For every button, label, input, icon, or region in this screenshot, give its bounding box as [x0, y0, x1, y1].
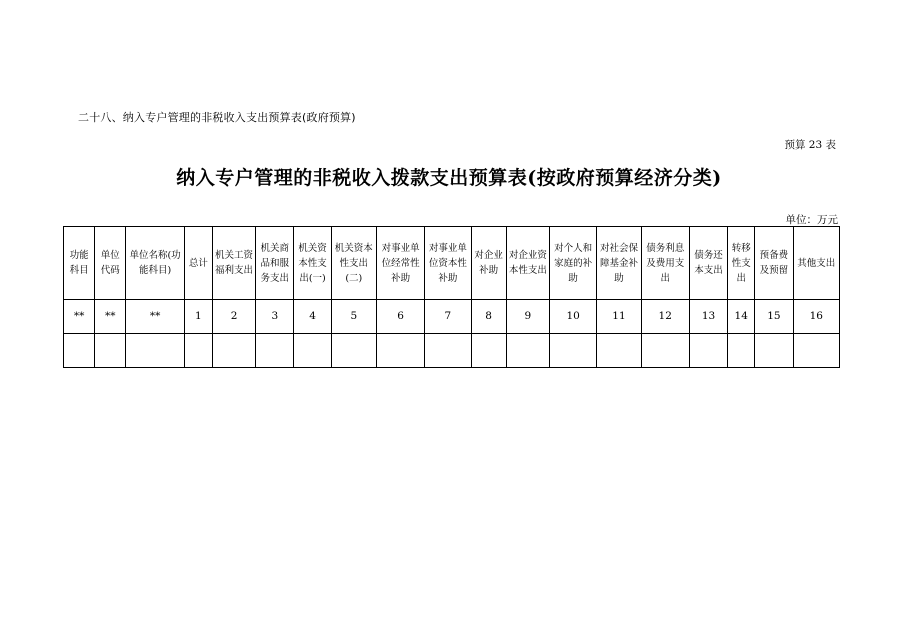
table-cell — [126, 334, 184, 368]
table-cell — [550, 334, 597, 368]
table-cell — [256, 334, 294, 368]
table-cell — [641, 334, 689, 368]
header-cell: 总计 — [184, 227, 212, 300]
table-cell: 3 — [256, 300, 294, 334]
table-cell: 1 — [184, 300, 212, 334]
header-cell: 机关资本性支出(二) — [331, 227, 376, 300]
header-cell: 对企业补助 — [471, 227, 506, 300]
table-cell — [64, 334, 95, 368]
table-cell — [689, 334, 727, 368]
header-cell: 对事业单位资本性补助 — [425, 227, 471, 300]
table-row — [64, 334, 840, 368]
table-cell — [471, 334, 506, 368]
section-title: 二十八、纳入专户管理的非税收入支出预算表(政府预算) — [78, 111, 356, 124]
table-cell: 12 — [641, 300, 689, 334]
table-cell: 16 — [793, 300, 839, 334]
form-number: 预算 23 表 — [784, 139, 836, 151]
header-row — [64, 227, 840, 300]
table-cell: 5 — [331, 300, 376, 334]
table-cell — [425, 334, 471, 368]
table-cell: 4 — [294, 300, 331, 334]
table-cell: 2 — [212, 300, 255, 334]
header-cell: 机关工资福利支出 — [212, 227, 255, 300]
table-cell — [755, 334, 793, 368]
table-cell — [728, 334, 755, 368]
table-cell: 9 — [506, 300, 549, 334]
header-cell: 转移性支出 — [728, 227, 755, 300]
table-cell: 7 — [425, 300, 471, 334]
table-cell: ** — [126, 300, 184, 334]
table-cell: 14 — [728, 300, 755, 334]
header-cell: 债务利息及费用支出 — [641, 227, 689, 300]
table-cell: 13 — [689, 300, 727, 334]
table-cell — [597, 334, 641, 368]
table-cell — [376, 334, 424, 368]
table-cell — [793, 334, 839, 368]
table-cell: ** — [64, 300, 95, 334]
table-cell — [184, 334, 212, 368]
table-cell — [294, 334, 331, 368]
table-cell: 6 — [376, 300, 424, 334]
header-cell: 机关资本性支出(一) — [294, 227, 331, 300]
header-cell: 功能科目 — [64, 227, 95, 300]
table-cell: 11 — [597, 300, 641, 334]
unit-label: 单位：万元 — [785, 214, 838, 226]
table-cell — [95, 334, 126, 368]
header-cell: 单位代码 — [95, 227, 126, 300]
table-cell — [212, 334, 255, 368]
header-cell: 债务还本支出 — [689, 227, 727, 300]
table-cell — [506, 334, 549, 368]
table-cell: 10 — [550, 300, 597, 334]
header-cell: 对企业资本性支出 — [506, 227, 549, 300]
page-title: 纳入专户管理的非税收入拨款支出预算表(按政府预算经济分类) — [176, 167, 722, 189]
table-cell: 15 — [755, 300, 793, 334]
header-cell: 其他支出 — [793, 227, 839, 300]
header-cell: 对事业单位经常性补助 — [376, 227, 424, 300]
header-cell: 机关商品和服务支出 — [256, 227, 294, 300]
table-cell: 8 — [471, 300, 506, 334]
number-row — [64, 300, 840, 334]
header-cell: 预备费及预留 — [755, 227, 793, 300]
header-cell: 对个人和家庭的补助 — [550, 227, 597, 300]
header-cell: 单位名称(功能科目) — [126, 227, 184, 300]
table-cell: ** — [95, 300, 126, 334]
budget-table — [63, 226, 840, 368]
header-cell: 对社会保障基金补助 — [597, 227, 641, 300]
table-cell — [331, 334, 376, 368]
